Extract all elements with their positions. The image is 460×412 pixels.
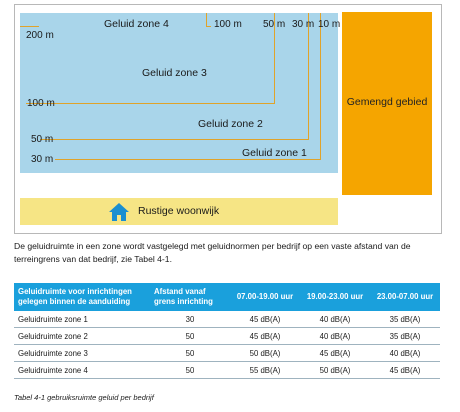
table-row xyxy=(14,311,440,328)
description-paragraph: De geluidruimte in een zone wordt vastgelegd met geluidnormen per bedrijf op een vaste afstand van de terreingrens van dat bedrijf, zie Tabel 4-1. xyxy=(14,241,411,264)
noise-table xyxy=(14,283,440,379)
table-cell: 45 dB(A) xyxy=(230,311,300,328)
table-cell: 40 dB(A) xyxy=(300,328,370,345)
table-row xyxy=(14,362,440,379)
quiet-residential-area xyxy=(20,198,338,225)
table-cell: 45 dB(A) xyxy=(230,328,300,345)
header-evening: 19.00-23.00 uur xyxy=(300,283,370,311)
table-cell: 40 dB(A) xyxy=(370,345,440,362)
table-cell: 50 dB(A) xyxy=(300,362,370,379)
table-caption: Tabel 4-1 gebruiksruimte geluid per bedrijf xyxy=(14,393,154,402)
table-row xyxy=(14,345,440,362)
distance-label-100m-left: 100 m xyxy=(27,98,55,109)
distance-label-100m: 100 m xyxy=(214,19,242,30)
table-cell: 35 dB(A) xyxy=(370,311,440,328)
table-cell: Geluidruimte zone 2 xyxy=(14,328,150,345)
zone-4-title: Geluid zone 4 xyxy=(104,18,169,30)
table-cell: 55 dB(A) xyxy=(230,362,300,379)
table-cell: 50 dB(A) xyxy=(230,345,300,362)
table-cell: 50 xyxy=(150,345,230,362)
table-cell: 45 dB(A) xyxy=(300,345,370,362)
header-day: 07.00-19.00 uur xyxy=(230,283,300,311)
quiet-area-label: Rustige woonwijk xyxy=(138,205,220,217)
table-cell: 40 dB(A) xyxy=(300,311,370,328)
table-cell: Geluidruimte zone 1 xyxy=(14,311,150,328)
table-row xyxy=(14,328,440,345)
zone-2-title: Geluid zone 2 xyxy=(198,118,263,130)
zone-3-title: Geluid zone 3 xyxy=(142,67,207,79)
mixed-area xyxy=(342,12,432,195)
table-cell: 30 xyxy=(150,311,230,328)
table-cell: Geluidruimte zone 3 xyxy=(14,345,150,362)
table-cell: 35 dB(A) xyxy=(370,328,440,345)
distance-label-50m-left: 50 m xyxy=(31,134,54,145)
distance-label-200m: 200 m xyxy=(26,30,54,41)
header-night: 23.00-07.00 uur xyxy=(370,283,440,311)
house-icon xyxy=(108,202,130,222)
table-cell: 45 dB(A) xyxy=(370,362,440,379)
distance-label-50m: 50 m xyxy=(263,19,286,30)
header-geluidruimte: Geluidruimte voor inrichtingen gelegen binnen de aanduiding xyxy=(14,283,150,311)
table-cell: 50 xyxy=(150,328,230,345)
header-afstand: Afstand vanaf grens inrichting xyxy=(150,283,230,311)
table-cell: Geluidruimte zone 4 xyxy=(14,362,150,379)
zone-1-title: Geluid zone 1 xyxy=(242,147,307,159)
zone-1-boundary xyxy=(55,13,321,160)
mixed-area-label: Gemengd gebied xyxy=(346,96,428,108)
distance-label-30m: 30 m xyxy=(292,19,315,30)
distance-label-10m: 10 m xyxy=(318,19,341,30)
distance-label-30m-left: 30 m xyxy=(31,154,54,165)
table-cell: 50 xyxy=(150,362,230,379)
table-header-row xyxy=(14,283,440,311)
